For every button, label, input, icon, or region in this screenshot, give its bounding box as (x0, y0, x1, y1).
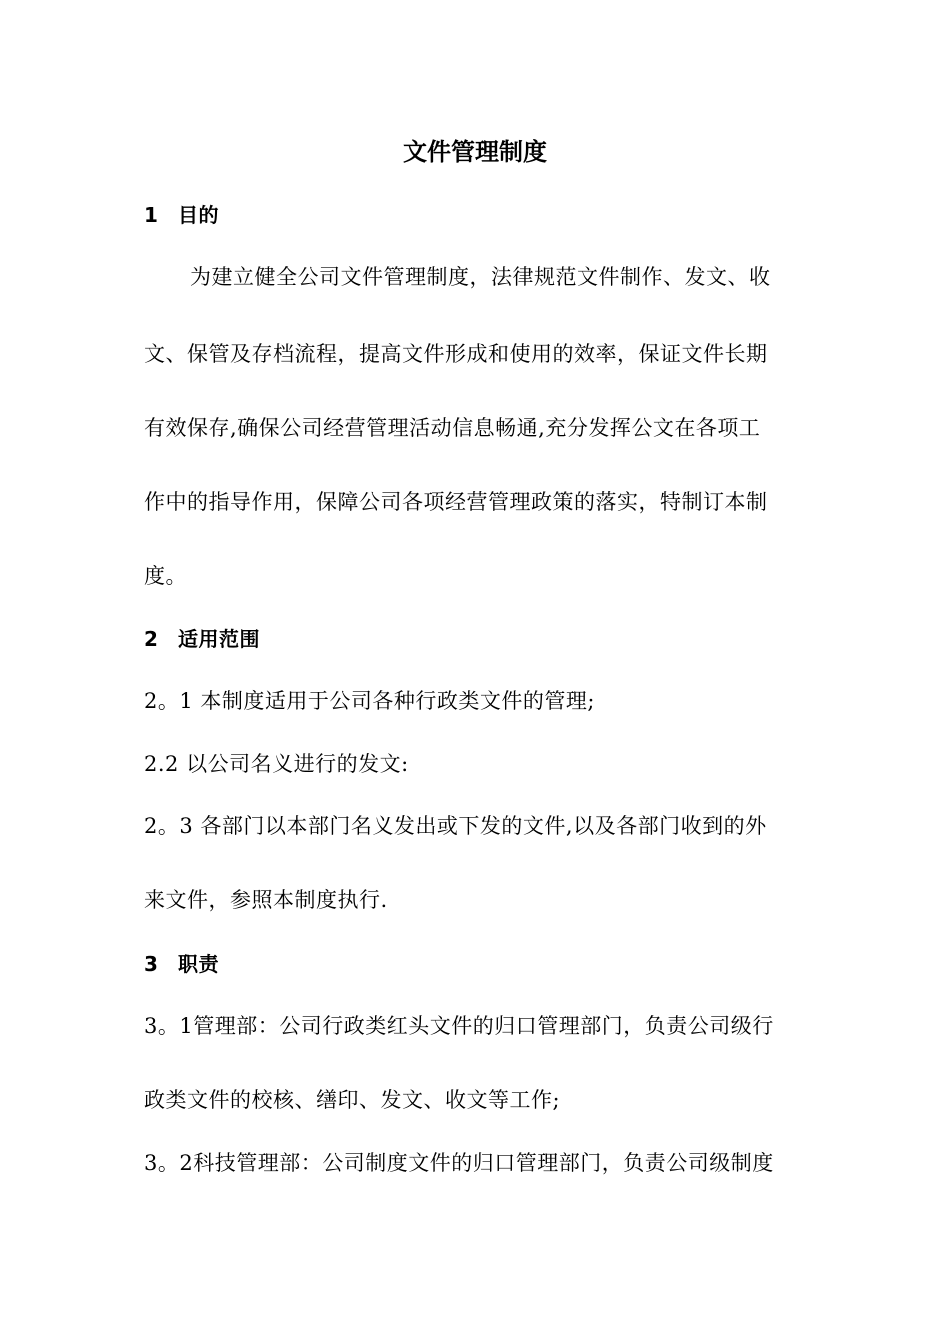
section-title: 适用范围 (178, 627, 260, 651)
section-heading-2 (144, 624, 814, 654)
section-title: 职责 (178, 952, 219, 976)
section-heading-3 (144, 949, 814, 979)
paragraph-line: 度。 (144, 564, 187, 588)
paragraph-line: 文、保管及存档流程，提高文件形成和使用的效率，保证文件长期 (144, 342, 768, 366)
paragraph-line: 有效保存,确保公司经营管理活动信息畅通,充分发挥公文在各项工 (144, 416, 761, 440)
section-number: 2 (144, 627, 159, 651)
list-item: 来文件，参照本制度执行. (144, 888, 388, 912)
section-title: 目的 (178, 203, 219, 227)
document-title: 文件管理制度 (403, 138, 547, 166)
paragraph-line: 为建立健全公司文件管理制度，法律规范文件制作、发文、收 (190, 265, 771, 289)
section-number: 3 (144, 952, 159, 976)
section-number: 1 (144, 203, 159, 227)
list-item: 3。2科技管理部：公司制度文件的归口管理部门，负责公司级制度 (144, 1151, 774, 1175)
section-heading-1 (144, 200, 814, 230)
paragraph-line: 作中的指导作用，保障公司各项经营管理政策的落实，特制订本制 (144, 490, 768, 514)
list-item: 2。1 本制度适用于公司各种行政类文件的管理; (144, 689, 595, 713)
list-item: 2。3 各部门以本部门名义发出或下发的文件,以及各部门收到的外 (144, 814, 767, 838)
list-item: 政类文件的校核、缮印、发文、收文等工作; (144, 1088, 561, 1112)
list-item: 2.2 以公司名义进行的发文: (144, 752, 409, 776)
list-item: 3。1管理部：公司行政类红头文件的归口管理部门，负责公司级行 (144, 1014, 774, 1038)
